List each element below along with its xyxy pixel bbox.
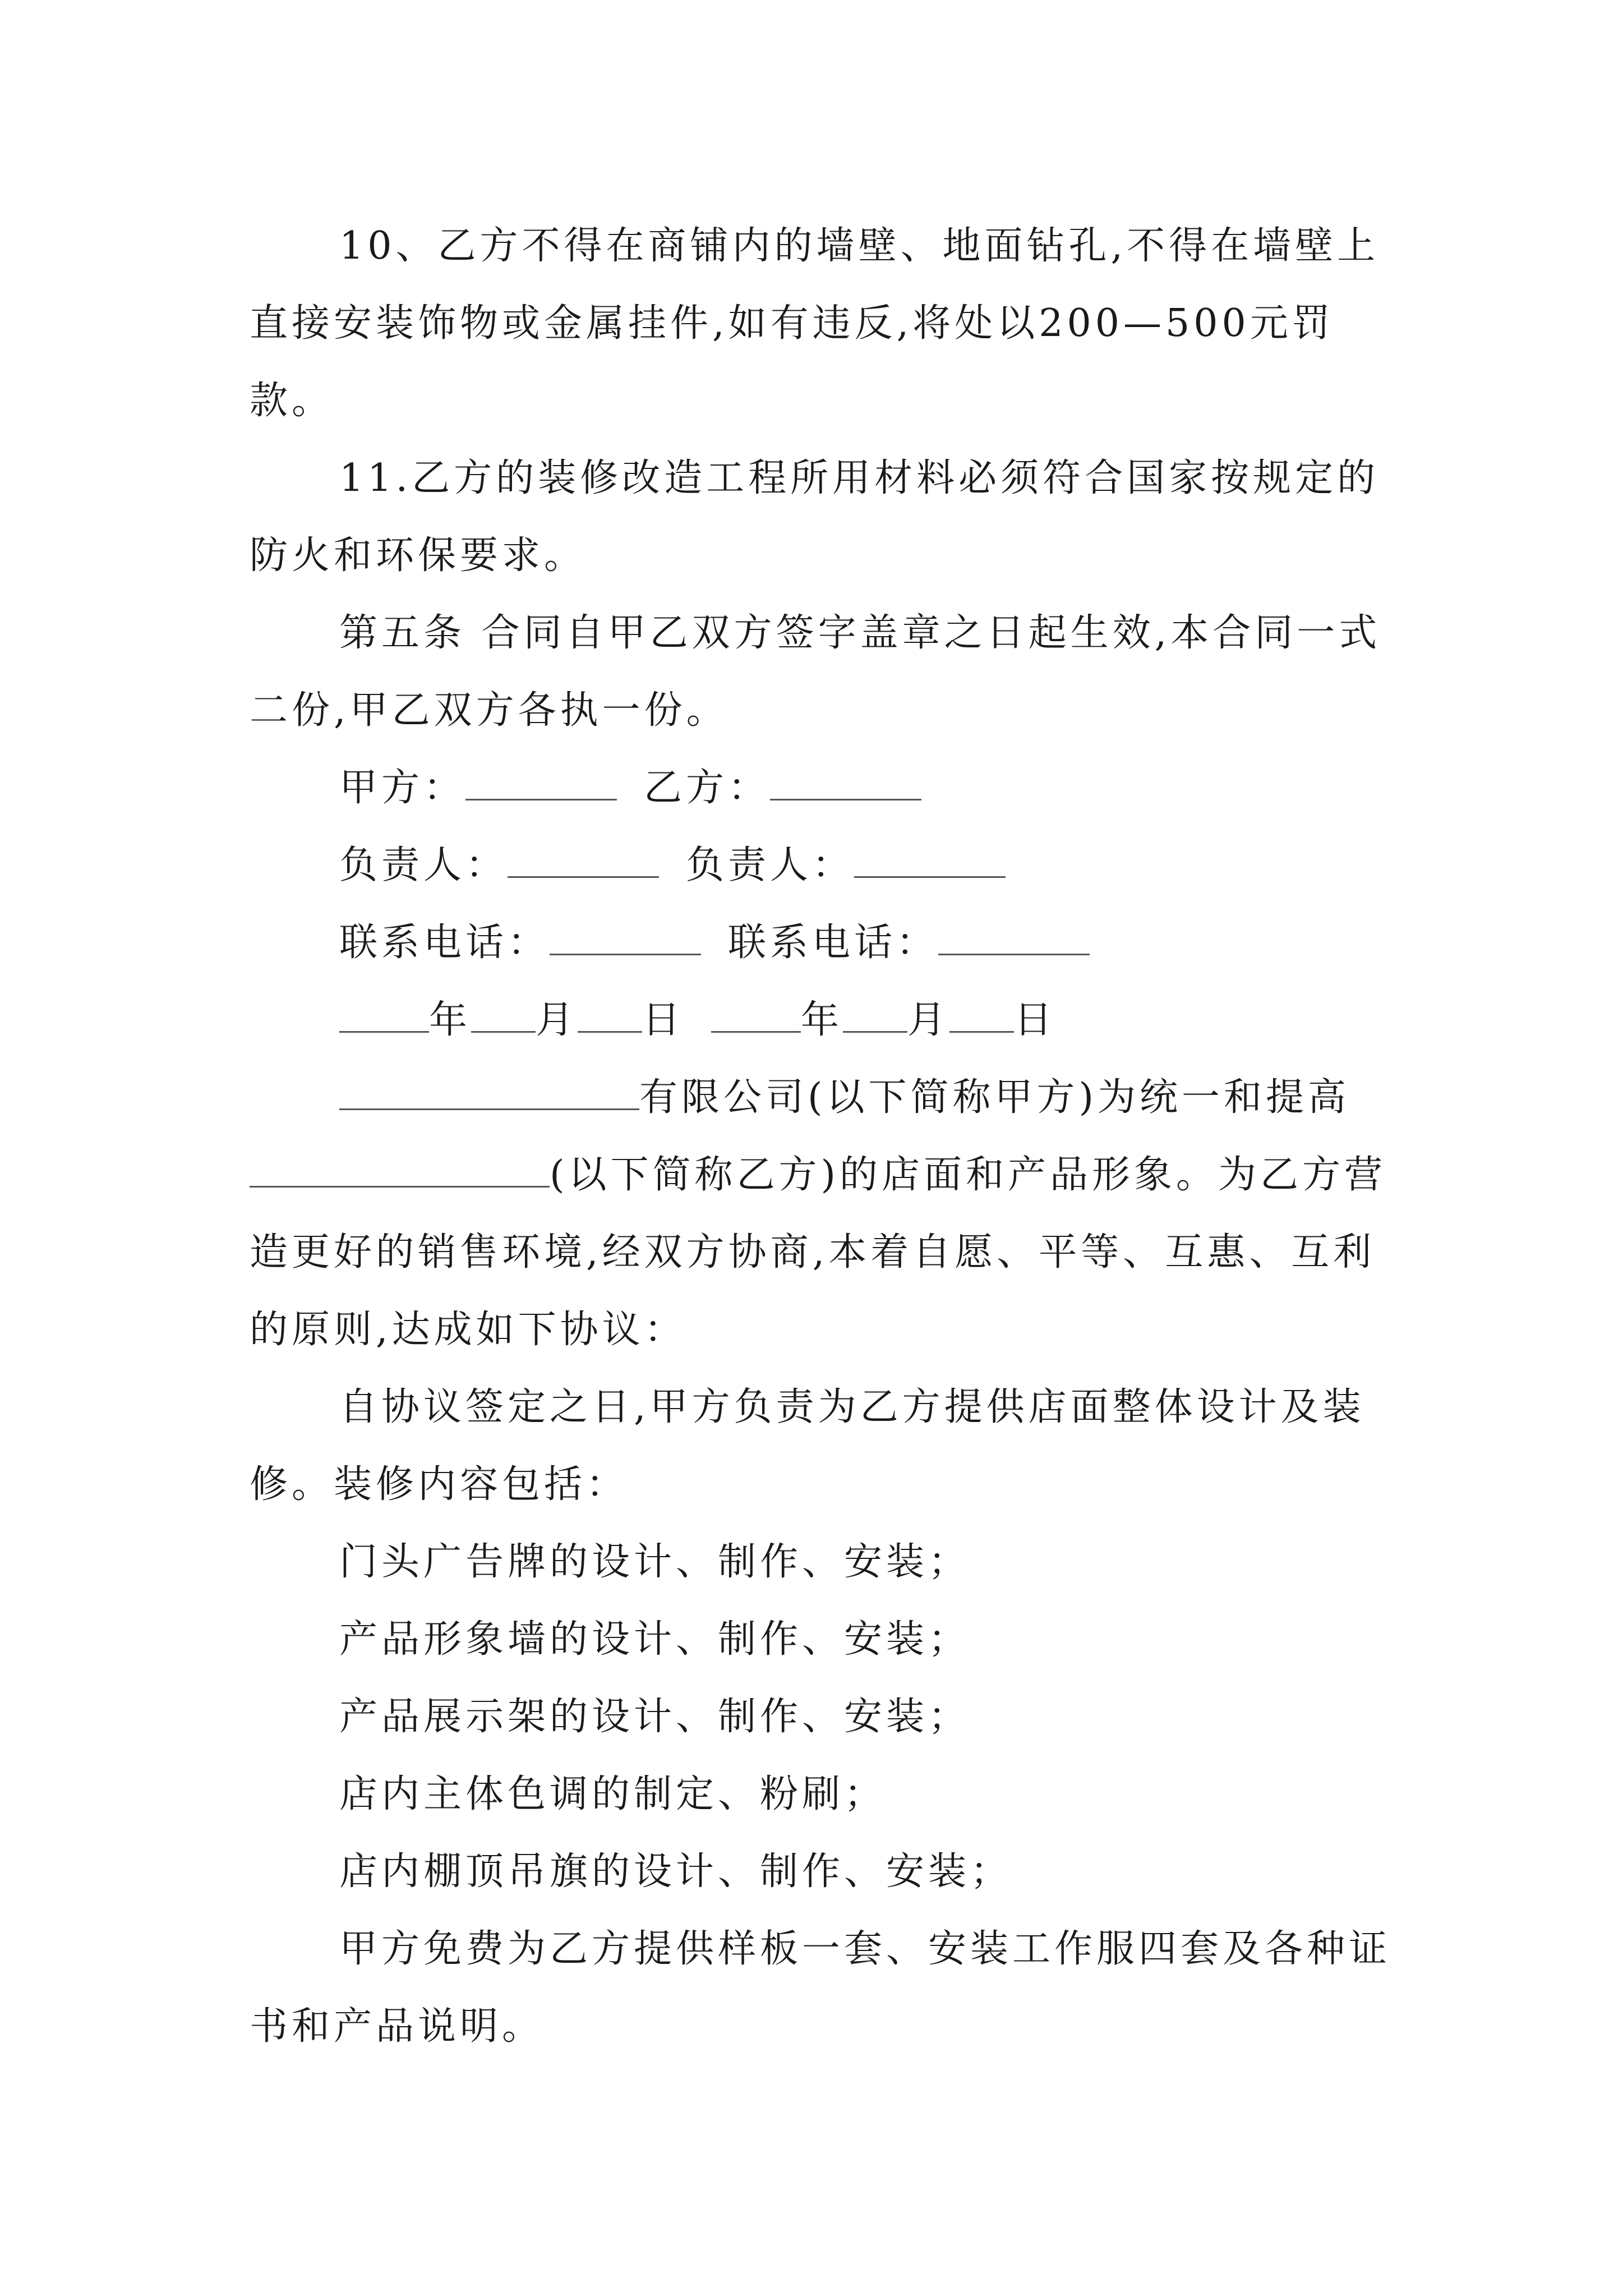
company-b-blank[interactable] [250,1157,550,1188]
manager-a-label: 负责人： [339,843,508,887]
manager-a-blank[interactable] [508,847,659,878]
party-b-blank[interactable] [770,770,921,800]
article-5: 第五条 合同自甲乙双方签字盖章之日起生效,本合同一式二份,甲乙双方各执一份。 [250,611,1381,733]
date-b-day-blank[interactable] [949,1002,1014,1033]
party-a-label: 甲方： [339,766,466,810]
date-b-month-label: 月 [907,998,950,1042]
manager-b-blank[interactable] [854,847,1006,878]
phone-line [250,904,1394,982]
agreement-intro-b: (以下简称乙方)的店面和产品形象。为乙方营造更好的销售环境,经双方协商,本着自愿、平等、互惠、互利的原则,达成如下协议： [250,1153,1387,1352]
scope-item: 门头广告牌的设计、制作、安装； [339,1540,971,1584]
date-a-month-label: 月 [536,998,578,1042]
scope-item: 产品展示架的设计、制作、安装； [339,1695,971,1739]
date-a-year-blank[interactable] [339,1002,429,1033]
date-b-year-blank[interactable] [711,1002,801,1033]
company-a-blank[interactable] [339,1079,639,1110]
date-b-day-label: 日 [1014,998,1057,1042]
date-a-year-label: 年 [429,998,472,1042]
date-a-day-blank[interactable] [578,1002,642,1033]
manager-line [250,827,1394,904]
document-body [250,208,1394,2065]
date-b-year-label: 年 [801,998,843,1042]
free-provision: 甲方免费为乙方提供样板一套、安装工作服四套及各种证书和产品说明。 [250,1927,1391,2049]
agreement-intro [250,1059,1394,1369]
party-b-label: 乙方： [644,766,771,810]
party-a-blank[interactable] [465,770,617,800]
clause-10: 10、乙方不得在商铺内的墙壁、地面钻孔,不得在墙壁上直接安装饰物或金属挂件,如有违反,将处以200—500元罚款。 [250,224,1380,423]
date-b-month-blank[interactable] [843,1002,907,1033]
phone-b-label: 联系电话： [728,921,939,965]
date-line [250,982,1394,1059]
phone-a-blank[interactable] [550,924,701,955]
date-a-month-blank[interactable] [471,1002,536,1033]
manager-b-label: 负责人： [686,843,855,887]
scope-item: 店内棚顶吊旗的设计、制作、安装； [339,1849,1013,1894]
agreement-intro-a: 有限公司(以下简称甲方)为统一和提高 [639,1075,1350,1120]
scope-item: 店内主体色调的制定、粉刷； [339,1772,887,1816]
phone-b-blank[interactable] [938,924,1090,955]
scope-item: 产品形象墙的设计、制作、安装； [339,1617,971,1662]
party-line [250,749,1394,827]
clause-11: 11.乙方的装修改造工程所用材料必须符合国家按规定的防火和环保要求。 [250,456,1380,578]
agreement-scope: 自协议签定之日,甲方负责为乙方提供店面整体设计及装修。装修内容包括： [250,1385,1365,1507]
phone-a-label: 联系电话： [339,921,550,965]
date-a-day-label: 日 [642,998,685,1042]
